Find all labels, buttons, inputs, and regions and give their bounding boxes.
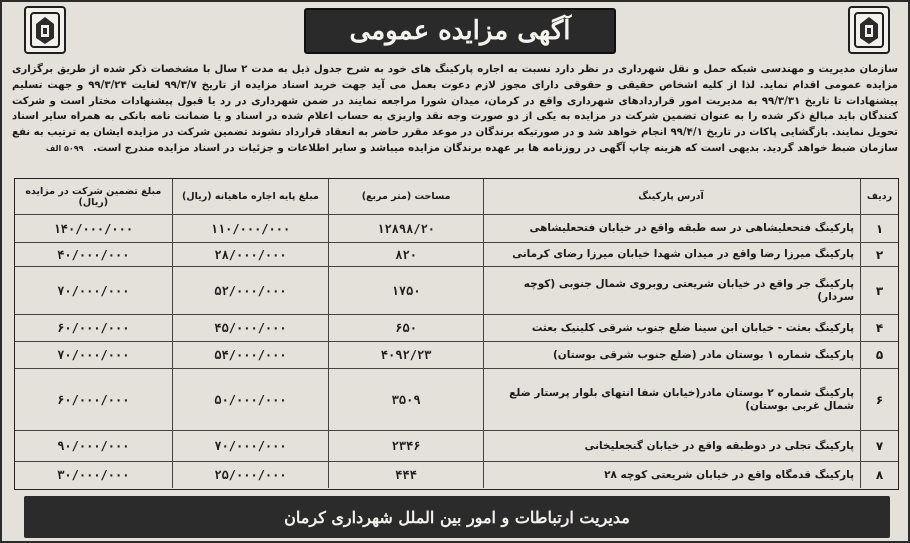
row-address: پارکینگ فتحعلیشاهی در سه طبقه واقع در خیابان فتحعلیشاهی (483, 215, 860, 242)
row-deposit: ۴۰/۰۰۰/۰۰۰ (57, 247, 130, 262)
row-address: پارکینگ تجلی در دوطبقه واقع در خیابان گنجعلیخانی (483, 431, 860, 461)
row-idx: ۵ (860, 342, 898, 368)
footer-banner (24, 496, 890, 538)
row-rent: ۵۲/۰۰۰/۰۰۰ (172, 267, 329, 314)
row-deposit: ۱۴۰/۰۰۰/۰۰۰ (53, 221, 134, 236)
header-address: آدرس پارکینگ (483, 179, 860, 214)
table-row (15, 342, 898, 369)
row-address: پارکینگ شماره ۲ بوستان مادر(خیابان شفا انتهای بلوار پرستار ضلع شمال غربی بوستان) (483, 369, 860, 430)
row-area: ۴۴۴ (328, 462, 483, 488)
table-header-row (15, 179, 898, 215)
header (2, 2, 908, 60)
table-row (15, 315, 898, 342)
row-idx: ۱ (860, 215, 898, 242)
row-deposit: ۷۰/۰۰۰/۰۰۰ (57, 283, 130, 298)
row-area: ۱۷۵۰ (328, 267, 483, 314)
row-idx: ۶ (860, 369, 898, 430)
row-rent: ۲۵/۰۰۰/۰۰۰ (172, 462, 329, 488)
row-idx: ۴ (860, 315, 898, 341)
table-row (15, 431, 898, 462)
row-rent: ۴۵/۰۰۰/۰۰۰ (172, 315, 329, 341)
table-row (15, 215, 898, 243)
row-idx: ۳ (860, 267, 898, 314)
table-row (15, 267, 898, 315)
row-rent: ۷۰/۰۰۰/۰۰۰ (172, 431, 329, 461)
row-deposit: ۶۰/۰۰۰/۰۰۰ (57, 321, 130, 335)
header-rent: مبلغ پایه اجاره ماهیانه (ریال) (172, 179, 329, 214)
row-idx: ۸ (860, 462, 898, 488)
row-deposit: ۳۰/۰۰۰/۰۰۰ (57, 468, 130, 482)
row-area: ۲۳۴۶ (328, 431, 483, 461)
row-deposit: ۹۰/۰۰۰/۰۰۰ (57, 439, 130, 453)
row-area: ۴۰۹۲/۲۳ (328, 342, 483, 368)
header-area: مساحت (متر مربع) (328, 179, 483, 214)
row-address: پارکینگ بعثت - خیابان ابن سینا ضلع جنوب شرقی کلینیک بعثت (483, 315, 860, 341)
row-idx: ۷ (860, 431, 898, 461)
table-row (15, 462, 898, 488)
row-address: پارکینگ قدمگاه واقع در خیابان شریعتی کوچه ۲۸ (483, 462, 860, 488)
row-rent: ۵۰/۰۰۰/۰۰۰ (172, 369, 329, 430)
table-row (15, 243, 898, 267)
row-idx: ۲ (860, 243, 898, 266)
row-rent: ۵۴/۰۰۰/۰۰۰ (172, 342, 329, 368)
intro-text: سازمان مدیریت و مهندسی شبکه حمل و نقل شهرداری در نظر دارد نسبت به اجاره پارکینگ های خود به شرح جدول ذیل به مدت ۲ سال با مشخصات ذکر شده از طریق برگزاری مزایده عمومی اقدام نماید. لذا از کلیه اشخاص حقیقی و حقوقی دارای مجوز لازم دعوت بعمل می آید جهت خرید اسناد مزایده از تاریخ ۹۹/۳/۷ لغایت ۹۹/۳/۲۴ و جهت تسلیم پیشنهادات تا تاریخ ۹۹/۳/۳۱ به مدیریت امور قراردادهای شهرداری واقع در کرمان، میدان شورا مراجعه نمایند در ضمن شهرداری در رد یا قبول پیشنهادات مختار است و شرکت کنندگان باید مبالغ ذکر شده را به عنوان تضمین شرکت در مزایده به یکی از دو صورت وجه نقد واریزی به حساب اعلام شده در اسناد و یا ضمانت نامه بانکی به همراه سایر اسناد تحویل نمایند. بازگشایی پاکات در تاریخ ۹۹/۴/۱ انجام خواهد شد و در صورتیکه برندگان در موعد مقرر حاضر به انعقاد قرارداد نشوند تضمین شرکت در مزایده ایشان به ترتیب به نفع سازمان ضبط خواهد گردید. بدیهی است که هزینه چاپ آگهی در روزنامه ها بر عهده برندگان مزایده میباشد و سایر اطلاعات و جزئیات در اسناد مزایده مندرج است. (12, 64, 898, 154)
row-rent: ۲۸/۰۰۰/۰۰۰ (172, 243, 329, 266)
row-rent: ۱۱۰/۰۰۰/۰۰۰ (172, 215, 329, 242)
intro-paragraph (12, 62, 898, 174)
row-deposit: ۶۰/۰۰۰/۰۰۰ (57, 392, 130, 407)
parking-table (14, 178, 899, 490)
reference-number: ۵۰۹۹ الف (45, 143, 84, 153)
row-area: ۶۵۰ (328, 315, 483, 341)
row-address: پارکینگ جر واقع در خیابان شریعتی روبروی شمال جنوبی (کوچه سردار) (483, 267, 860, 314)
table-row (15, 369, 898, 431)
row-address: پارکینگ میرزا رضا واقع در میدان شهدا خیابان میرزا رضای کرمانی (483, 243, 860, 266)
title-banner (304, 8, 616, 54)
row-area: ۱۲۸۹۸/۲۰ (328, 215, 483, 242)
row-area: ۳۵۰۹ (328, 369, 483, 430)
municipality-emblem-icon (848, 6, 890, 54)
header-deposit: مبلغ تضمین شرکت در مزایده (ریال) (25, 185, 162, 208)
footer-text: مدیریت ارتباطات و امور بین الملل شهرداری کرمان (284, 507, 630, 527)
header-idx: ردیف (860, 179, 898, 214)
municipality-emblem-icon (24, 6, 66, 54)
row-area: ۸۲۰ (328, 243, 483, 266)
row-address: پارکینگ شماره ۱ بوستان مادر (ضلع جنوب شرقی بوستان) (483, 342, 860, 368)
row-deposit: ۷۰/۰۰۰/۰۰۰ (57, 348, 130, 362)
page-title: آگهی مزایده عمومی (349, 16, 571, 46)
